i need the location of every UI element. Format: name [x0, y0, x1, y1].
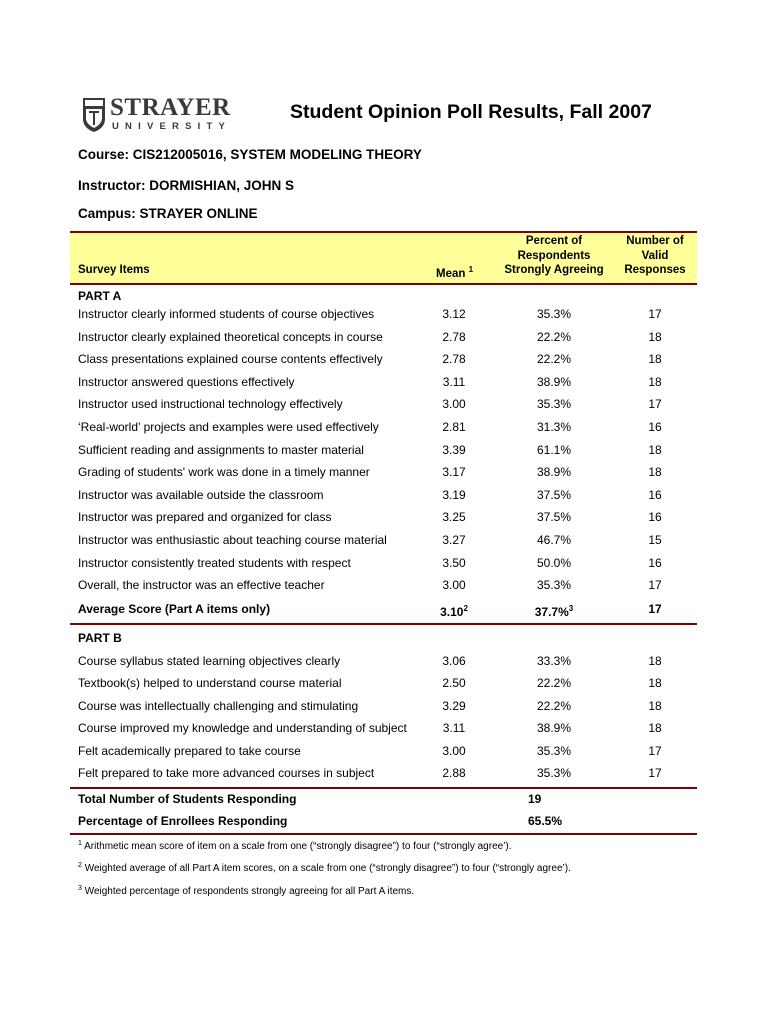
- average-label: Average Score (Part A items only): [78, 602, 271, 616]
- table-row: [70, 464, 697, 486]
- survey-item-text: Instructor was prepared and organized for class: [78, 510, 332, 525]
- instructor-line: Instructor: DORMISHIAN, JOHN S: [78, 178, 295, 193]
- table-row: [70, 653, 697, 675]
- valid-responses: 18: [648, 721, 662, 736]
- mean-score: 3.00: [442, 397, 466, 412]
- valid-responses: 18: [648, 654, 662, 668]
- shield-icon: [82, 97, 106, 133]
- survey-item-text: Instructor consistently treated students with respect: [78, 555, 351, 570]
- mean-score: 3.11: [442, 721, 466, 736]
- header-percent-agreeing: Percent of Respondents Strongly Agreeing: [504, 235, 604, 276]
- survey-item-text: Course improved my knowledge and understanding of subject: [78, 721, 407, 736]
- valid-responses: 16: [648, 555, 662, 570]
- mean-score: 3.25: [442, 510, 466, 525]
- percent-agreeing: 22.2%: [536, 329, 572, 344]
- valid-responses: 18: [648, 329, 662, 344]
- mean-score: 3.17: [442, 465, 466, 480]
- valid-responses: 18: [648, 465, 662, 480]
- survey-item-text: ‘Real-world’ projects and examples were used effectively: [78, 420, 379, 434]
- survey-item-text: Felt prepared to take more advanced courses in subject: [78, 766, 375, 780]
- valid-responses: 17: [648, 743, 662, 758]
- header-mean-footnote-mark: 1: [468, 265, 474, 274]
- mean-score: 3.11: [442, 374, 466, 389]
- valid-responses: 18: [648, 442, 662, 457]
- survey-item-text: Overall, the instructor was an effective teacher: [78, 578, 325, 593]
- valid-responses: 17: [648, 578, 662, 593]
- survey-item-text: Instructor was available outside the classroom: [78, 487, 324, 502]
- table-row: [70, 577, 697, 599]
- percent-agreeing: 35.3%: [536, 307, 572, 321]
- percent-agreeing: 35.3%: [536, 766, 572, 780]
- total-students-value: 19: [528, 792, 542, 806]
- valid-responses: 17: [648, 397, 662, 412]
- header-survey-items: Survey Items: [78, 264, 150, 276]
- mean-score: 2.88: [442, 766, 466, 780]
- mean-score: 3.06: [442, 654, 466, 668]
- footnote: $^1$ Arithmetic mean score of item on a scale from one (“strongly disagree”) to four (“strongly agree’).: [78, 840, 512, 852]
- table-row: [70, 374, 697, 396]
- table-row: [70, 743, 697, 765]
- divider: [70, 833, 697, 835]
- page-title: Student Opinion Poll Results, Fall 2007: [290, 101, 652, 123]
- divider: [70, 623, 697, 625]
- mean-score: 3.00: [442, 578, 466, 593]
- percent-agreeing: 38.9%: [536, 465, 572, 480]
- percent-agreeing: 37.5%: [536, 510, 572, 525]
- table-row: [70, 351, 697, 373]
- survey-item-text: Instructor clearly explained theoretical concepts in course: [78, 329, 383, 344]
- survey-item-text: Textbook(s) helped to understand course material: [78, 676, 342, 691]
- valid-responses: 16: [648, 420, 662, 434]
- campus-line: Campus: STRAYER ONLINE: [78, 206, 258, 221]
- table-row: [70, 765, 697, 787]
- percent-agreeing: 50.0%: [536, 555, 572, 570]
- percent-agreeing: 35.3%: [536, 743, 572, 758]
- table-row: [70, 555, 697, 577]
- table-row: [70, 396, 697, 418]
- mean-score: 3.39: [442, 442, 466, 457]
- valid-responses: 16: [648, 487, 662, 502]
- percent-agreeing: 22.2%: [536, 352, 572, 367]
- percent-agreeing: 38.9%: [536, 721, 572, 736]
- table-row: [70, 487, 697, 509]
- survey-item-text: Grading of students' work was done in a timely manner: [78, 465, 370, 480]
- table-row: [70, 509, 697, 531]
- percent-enrollees-row: [70, 813, 697, 835]
- percent-agreeing: 35.3%: [536, 578, 572, 593]
- mean-score: 3.12: [442, 307, 466, 321]
- mean-score: 3.00: [442, 743, 466, 758]
- percent-enrollees-value: 65.5%: [528, 814, 563, 828]
- mean-score: 3.19: [442, 487, 466, 502]
- survey-item-text: Class presentations explained course contents effectively: [78, 352, 383, 367]
- table-row: [70, 675, 697, 697]
- survey-item-text: Course syllabus stated learning objectives clearly: [78, 654, 341, 668]
- logo-subtitle: UNIVERSITY: [112, 121, 232, 132]
- valid-responses: 18: [648, 698, 662, 713]
- table-row: [70, 329, 697, 351]
- table-row: [70, 698, 697, 720]
- percent-agreeing: 22.2%: [536, 698, 572, 713]
- total-students-label: Total Number of Students Responding: [78, 792, 297, 806]
- survey-item-text: Instructor clearly informed students of course objectives: [78, 307, 375, 321]
- average-percent: 37.7%$^3$: [534, 604, 574, 619]
- divider: [70, 787, 697, 789]
- valid-responses: 17: [648, 307, 662, 321]
- mean-score: 3.29: [442, 698, 466, 713]
- valid-responses: 18: [648, 374, 662, 389]
- survey-item-text: Instructor was enthusiastic about teaching course material: [78, 533, 387, 547]
- course-line: Course: CIS212005016, SYSTEM MODELING THEORY: [78, 147, 422, 162]
- valid-responses: 18: [648, 352, 662, 367]
- percent-agreeing: 46.7%: [536, 533, 572, 547]
- table-header: [70, 231, 697, 285]
- percent-agreeing: 61.1%: [536, 442, 572, 457]
- mean-score: 2.78: [442, 329, 466, 344]
- survey-item-text: Instructor answered questions effectively: [78, 374, 295, 389]
- mean-score: 2.78: [442, 352, 466, 367]
- survey-item-text: Instructor used instructional technology effectively: [78, 397, 343, 412]
- part-a-heading: PART A: [78, 289, 122, 303]
- footnote: $^2$ Weighted average of all Part A item scores, on a scale from one (“strongly disagree”) to four (“strongly agree’).: [78, 862, 571, 874]
- total-students-row: [70, 791, 697, 813]
- footnote: $^3$ Weighted percentage of respondents strongly agreeing for all Part A items.: [78, 885, 415, 897]
- survey-item-text: Course was intellectually challenging and stimulating: [78, 698, 359, 713]
- mean-score: 2.50: [442, 676, 466, 691]
- mean-score: 3.27: [442, 533, 466, 547]
- percent-agreeing: 31.3%: [536, 420, 572, 434]
- mean-score: 2.81: [442, 420, 466, 434]
- percent-agreeing: 37.5%: [536, 487, 572, 502]
- valid-responses: 16: [648, 510, 662, 525]
- average-responses: 17: [648, 602, 662, 616]
- percent-agreeing: 35.3%: [536, 397, 572, 412]
- percent-enrollees-label: Percentage of Enrollees Responding: [78, 814, 288, 828]
- logo-wordmark: STRAYER: [110, 94, 231, 121]
- table-row: [70, 419, 697, 441]
- mean-score: 3.50: [442, 555, 466, 570]
- part-b-heading: PART B: [78, 631, 122, 645]
- table-row: [70, 532, 697, 554]
- strayer-logo: [82, 94, 232, 135]
- header-mean: Mean $^1$: [436, 265, 474, 280]
- percent-agreeing: 33.3%: [536, 654, 572, 668]
- valid-responses: 17: [648, 766, 662, 780]
- percent-agreeing: 22.2%: [536, 676, 572, 691]
- table-row: [70, 720, 697, 742]
- average-mean: 3.10$^2$: [440, 604, 468, 619]
- table-row: [70, 442, 697, 464]
- percent-agreeing: 38.9%: [536, 374, 572, 389]
- survey-item-text: Sufficient reading and assignments to master material: [78, 442, 364, 457]
- valid-responses: 15: [648, 533, 662, 547]
- survey-item-text: Felt academically prepared to take course: [78, 743, 301, 758]
- table-row: [70, 306, 697, 328]
- part-a-average-row: [70, 601, 697, 623]
- header-valid-responses: Number of Valid Responses: [624, 235, 686, 276]
- valid-responses: 18: [648, 676, 662, 691]
